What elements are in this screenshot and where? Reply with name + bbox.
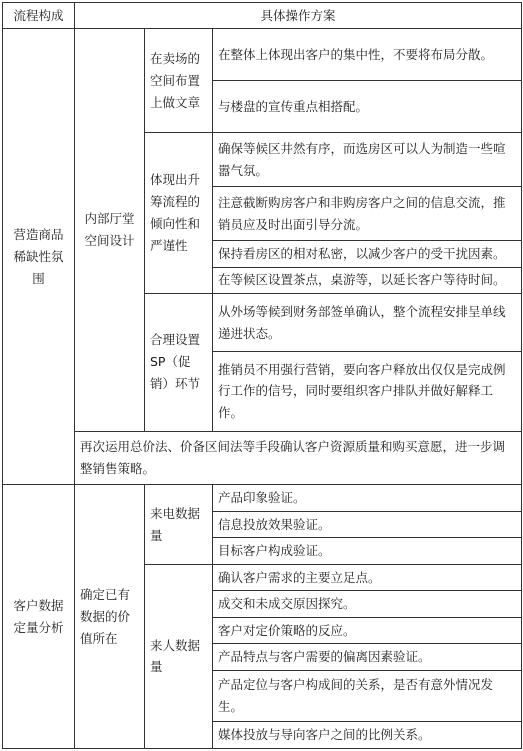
operation-plan-table xyxy=(2,2,522,749)
section1-title: 营造商品稀缺性氛围 xyxy=(3,29,75,485)
group-label: 来人数据量 xyxy=(145,564,213,748)
item-cell: 与楼盘的宣传重点相搭配。 xyxy=(213,81,522,133)
section1-sub: 内部厅堂空间设计 xyxy=(75,29,145,431)
item-cell: 信息投放效果验证。 xyxy=(213,511,522,537)
item-cell: 产品定位与客户构成间的关系，是否有意外情况发生。 xyxy=(213,670,522,722)
item-cell: 在等候区设置茶点，桌游等，以延长客户等待时间。 xyxy=(213,267,522,293)
section1-footer: 再次运用总价法、价备区间法等手段确认客户资源质量和购买意愿，进一步调整销售策略。 xyxy=(75,431,522,485)
group-label: 体现出升筹流程的倾向性和严谨性 xyxy=(145,133,213,294)
item-cell: 产品特点与客户需要的偏离因素验证。 xyxy=(213,644,522,670)
item-cell: 产品印象验证。 xyxy=(213,485,522,511)
item-cell: 推销员不用强行营销，要向客户释放出仅仅是完成例行工作的信号，同时要组织客户排队并做好解释工作。 xyxy=(213,352,522,431)
item-cell: 确保等候区井然有序，而选房区可以人为制造一些喧嚣气氛。 xyxy=(213,133,522,187)
item-cell: 目标客户构成验证。 xyxy=(213,538,522,564)
item-cell: 在整体上体现出客户的集中性，不要将布局分散。 xyxy=(213,29,522,81)
header-process: 流程构成 xyxy=(3,3,75,29)
item-cell: 保持看房区的相对私密，以减少客户的受干扰因素。 xyxy=(213,241,522,267)
item-cell: 确认客户需求的主要立足点。 xyxy=(213,564,522,590)
section2-title: 客户数据定量分析 xyxy=(3,485,75,749)
header-row xyxy=(3,3,522,29)
group-label: 合理设置SP（促销）环节 xyxy=(145,293,213,431)
item-cell: 成交和未成交原因探究。 xyxy=(213,591,522,617)
table-row xyxy=(3,431,522,485)
table-row xyxy=(3,29,522,81)
section2-sub: 确定已有数据的价值所在 xyxy=(75,485,145,749)
group-label: 在卖场的空间布置上做文章 xyxy=(145,29,213,133)
header-plan: 具体操作方案 xyxy=(75,3,522,29)
item-cell: 客户对定价策略的反应。 xyxy=(213,617,522,643)
item-cell: 从外场等候到财务部签单确认，整个流程安排呈单线递进状态。 xyxy=(213,293,522,351)
item-cell: 媒体投放与导向客户之间的比例关系。 xyxy=(213,722,522,749)
table-row xyxy=(3,485,522,511)
item-cell: 注意截断购房客户和非购房客户之间的信息交流，推销员应及时出面引导分流。 xyxy=(213,187,522,241)
group-label: 来电数据量 xyxy=(145,485,213,564)
